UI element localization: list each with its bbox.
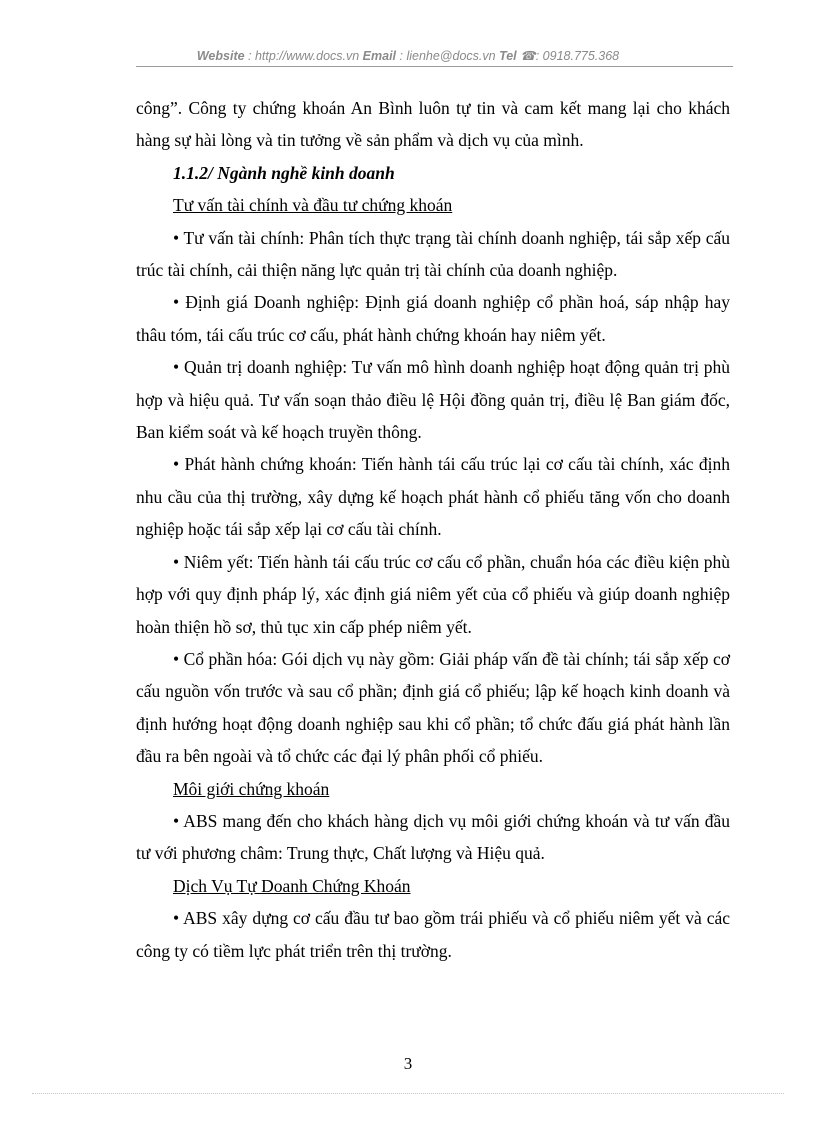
tel-label: Tel: [499, 49, 517, 63]
bullet-financial-advisory: • Tư vấn tài chính: Phân tích thực trạng tài chính doanh nghiệp, tái sắp xếp cấu trúc tài chính, cải thiện năng lực quản trị tài chính của doanh nghiệp.: [136, 227, 730, 281]
section-heading: 1.1.2/ Ngành nghề kinh doanh: [173, 162, 395, 183]
bullet-governance: • Quản trị doanh nghiệp: Tư vấn mô hình doanh nghiệp hoạt động quản trị phù hợp và hiệu quả. Tư vấn soạn thảo điều lệ Hội đồng quản trị, điều lệ Ban giám đốc, Ban kiểm soát và kế hoạch truyền thông.: [136, 357, 730, 443]
footer-divider: [32, 1093, 784, 1094]
bullet-securities-issuance: • Phát hành chứng khoán: Tiến hành tái cấu trúc lại cơ cấu tài chính, xác định nhu cầu của thị trường, xây dựng kế hoạch phát hành cổ phiếu tăng vốn cho doanh nghiệp hoặc tái sắp xếp lại cơ cấu tài chính.: [136, 454, 730, 540]
document-body: [136, 92, 730, 967]
subheading-brokerage: Môi giới chứng khoán: [173, 778, 330, 799]
email-label: Email: [362, 49, 397, 63]
header-divider: [136, 66, 733, 67]
intro-paragraph: công”. Công ty chứng khoán An Bình luôn tự tin và cam kết mang lại cho khách hàng sự hài lòng và tin tưởng về sản phẩm và dịch vụ của mình.: [136, 98, 730, 151]
email-address: : lienhe@docs.vn: [396, 49, 500, 63]
tel-number: ☎: 0918.775.368: [516, 49, 620, 63]
website-url: : http://www.docs.vn: [244, 49, 363, 63]
page-number: 3: [403, 1054, 413, 1073]
bullet-valuation: • Định giá Doanh nghiệp: Định giá doanh nghiệp cổ phần hoá, sáp nhập hay thâu tóm, tái cấu trúc cơ cấu, phát hành chứng khoán hay niêm yết.: [136, 292, 730, 345]
bullet-abs-brokerage: • ABS mang đến cho khách hàng dịch vụ môi giới chứng khoán và tư vấn đầu tư với phương châm: Trung thực, Chất lượng và Hiệu quả.: [136, 810, 730, 864]
bullet-abs-proprietary: • ABS xây dựng cơ cấu đầu tư bao gồm trái phiếu và cổ phiếu niêm yết và các công ty có tiềm lực phát triển trên thị trường.: [136, 908, 730, 961]
bullet-listing: • Niêm yết: Tiến hành tái cấu trúc cơ cấu cổ phần, chuẩn hóa các điều kiện phù hợp với quy định pháp lý, xác định giá niêm yết của cổ phiếu và giúp doanh nghiệp hoàn thiện hồ sơ, thủ tục xin cấp phép niêm yết.: [136, 551, 730, 637]
bullet-equitization: • Cổ phần hóa: Gói dịch vụ này gồm: Giải pháp vấn đề tài chính; tái sắp xếp cơ cấu nguồn vốn trước và sau cổ phần; định giá cổ phiếu; lập kế hoạch kinh doanh và định hướng hoạt động doanh nghiệp sau khi cổ phần; tổ chức đấu giá phát hành lần đầu ra bên ngoài và tổ chức các đại lý phân phối cổ phiếu.: [136, 648, 730, 767]
subheading-proprietary-trading: Dịch Vụ Tự Doanh Chứng Khoán: [173, 875, 411, 896]
page-header: [0, 48, 816, 63]
subheading-advisory: Tư vấn tài chính và đầu tư chứng khoán: [173, 195, 453, 216]
website-label: Website: [196, 49, 245, 63]
